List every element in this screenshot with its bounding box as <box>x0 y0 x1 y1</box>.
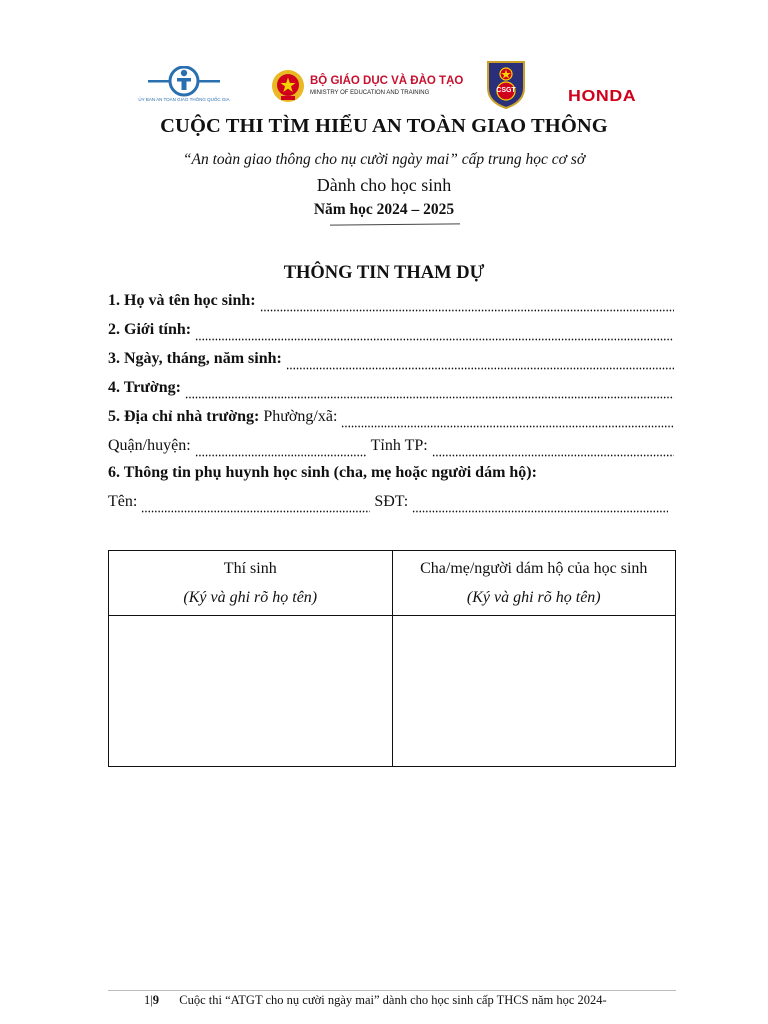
contest-title: CUỘC THI TÌM HIỂU AN TOÀN GIAO THÔNG <box>160 115 608 137</box>
section-title: THÔNG TIN THAM DỰ <box>283 263 485 283</box>
parent-signature-title: Cha/mẹ/người dám hộ của học sinh <box>420 560 648 577</box>
form-line-school <box>108 379 674 403</box>
form-line-parent-contact <box>108 493 668 517</box>
footer-text: Cuộc thi “ATGT cho nụ cười ngày mai” dành cho học sinh cấp THCS năm học 2024- <box>179 993 607 1007</box>
student-signature-box[interactable] <box>109 616 393 767</box>
footer-page-separator: | <box>150 993 153 1007</box>
moet-logo <box>270 68 464 106</box>
district-field[interactable] <box>195 454 367 457</box>
school-address-label: 5. Địa chỉ nhà trường: <box>108 408 260 425</box>
parent-signature-box[interactable] <box>392 616 676 767</box>
form-line-dob <box>108 350 674 374</box>
student-signature-note: (Ký và ghi rõ họ tên) <box>183 589 318 606</box>
audience-line: Dành cho học sinh <box>316 175 452 195</box>
ubatgt-logo-text: ỦY BAN AN TOÀN GIAO THÔNG QUỐC GIA <box>138 97 230 102</box>
ward-label: Phường/xã: <box>263 408 338 425</box>
dob-field[interactable] <box>286 367 674 370</box>
signature-table-header-row <box>109 551 676 616</box>
school-field[interactable] <box>185 396 674 399</box>
district-label: Quận/huyện: <box>108 437 191 454</box>
parent-info-label: 6. Thông tin phụ huynh học sinh (cha, mẹ hoặc người dám hộ): <box>108 464 537 481</box>
gender-label: 2. Giới tính: <box>108 321 192 338</box>
ubatgt-emblem-icon <box>134 66 234 98</box>
form-line-district-province <box>108 437 674 461</box>
form-line-parent-info <box>108 464 674 488</box>
parent-signature-note: (Ký và ghi rõ họ tên) <box>466 589 601 606</box>
form-line-gender <box>108 321 674 345</box>
year-underline <box>330 223 460 225</box>
contest-subtitle: “An toàn giao thông cho nụ cười ngày mai” cấp trung học cơ sở <box>182 151 586 168</box>
gender-field[interactable] <box>195 338 674 341</box>
dob-label: 3. Ngày, tháng, năm sinh: <box>108 350 282 367</box>
student-signature-title: Thí sinh <box>223 560 277 577</box>
province-label: Tỉnh TP: <box>370 437 428 454</box>
school-label: 4. Trường: <box>108 379 181 396</box>
student-signature-header <box>109 551 393 616</box>
form-line-student-name <box>108 292 674 316</box>
honda-logo: HONDA <box>568 88 637 105</box>
moet-logo-title: BỘ GIÁO DỤC VÀ ĐÀO TẠO <box>310 75 464 87</box>
signature-table <box>108 550 676 767</box>
phone-label: SĐT: <box>374 493 409 510</box>
school-year: Năm học 2024 – 2025 <box>313 201 455 218</box>
national-emblem-icon <box>270 68 306 104</box>
phone-field[interactable] <box>412 510 668 513</box>
parent-name-field[interactable] <box>141 510 370 513</box>
csgt-badge-text: CSGT <box>496 87 516 94</box>
parent-signature-header <box>392 551 676 616</box>
student-name-field[interactable] <box>260 309 674 312</box>
ubatgt-logo <box>134 66 234 106</box>
student-name-label: 1. Họ và tên học sinh: <box>108 292 256 309</box>
footer-divider <box>108 990 676 991</box>
footer-page-current: 1 <box>144 993 151 1007</box>
ward-field[interactable] <box>341 425 674 428</box>
traffic-police-badge-icon <box>484 58 528 110</box>
moet-logo-subtitle: MINISTRY OF EDUCATION AND TRAINING <box>310 90 430 96</box>
signature-table-body-row <box>109 616 676 767</box>
footer-page-total: 9 <box>152 993 160 1007</box>
parent-name-label: Tên: <box>108 493 138 510</box>
province-field[interactable] <box>432 454 674 457</box>
csgt-badge <box>484 58 528 110</box>
form-line-address <box>108 408 674 432</box>
page-footer <box>144 993 607 1008</box>
